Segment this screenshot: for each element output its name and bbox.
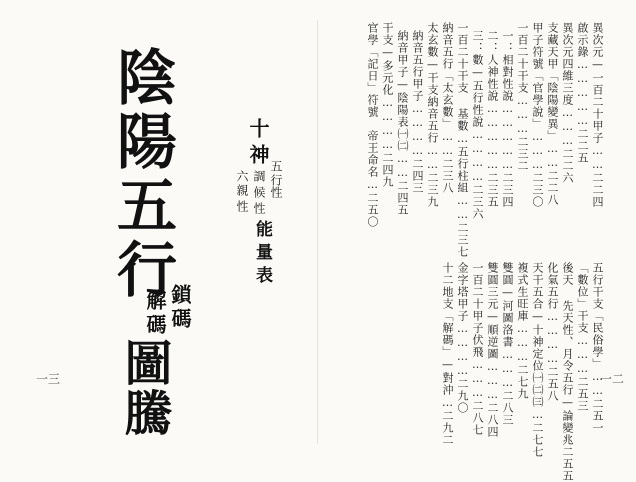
toc-entry: 納音五行「太玄數」……二三八 [441,22,454,194]
toc-entry: 啟示錄……………二二五 [576,22,589,164]
subtitle-tiao: 調 [252,170,266,184]
book-title-tail: 圖騰 [116,338,172,438]
toc-entry: 「數位」干支………二五三 [576,262,589,412]
toc-entry: 金字塔甲子…………二九〇 [456,262,469,414]
toc-entry: 後天 先天性、月令五行—論變兆二五五 [561,262,574,482]
toc-entry: 一百二十甲子伏飛………二八七 [471,262,484,436]
subtitle-end: 能量表 [252,220,272,289]
toc-entry: 支藏天甲「陰陽變異」……二二八 [546,22,559,206]
subtitle-xing3: 性 [235,200,249,214]
toc-entry: 複式生旺庫………二七九 [516,262,529,400]
right-page-number: 一二 [600,372,625,386]
title-decode: 解碼 [143,290,167,338]
toc-entry: 雙圓三元—順逆圖………二八四 [486,262,499,438]
title-lock: 鎖碼 [168,284,192,332]
page-gutter [317,20,318,444]
toc-entry: 甲子符號「官學說」………二三〇 [531,22,544,208]
toc-entry: 雙圓—河圖洛書………二八三 [501,262,514,426]
toc-entry: 二：人神性說……………二三五 [486,30,499,208]
toc-entry: 納音甲子—陰陽表㈠㈡……二四五 [396,30,409,216]
toc-entry: 十二地支「解碼」—對沖…二九二 [441,262,454,446]
toc-entry: 官學「記日」符號 帝王命名…二五〇 [366,22,379,228]
toc-entry: 一百二十干支 基數…五行柱組……二三七 [456,22,469,258]
toc-entry: 一百二十干支………二三二 [516,22,529,172]
book-title-main: 陰陽五行 [107,46,177,302]
toc-entry: 一：相對性說……………二三四 [501,30,514,208]
toc-entry: 異次元—一百二十甲子……二二四 [591,22,604,208]
toc-entry: 異次元四維三度………二二六 [561,22,574,184]
subtitle-top: 十神 [246,118,270,170]
subtitle-five: 五行 [269,160,283,188]
toc-entry: 天干五合—十神定位㈠㈡㈢…二七七 [531,262,544,458]
toc-entry: 太玄數—干支納音五行……二三九 [426,22,439,208]
toc-entry: 三：數—五行性說…………二三六 [471,30,484,220]
toc-entry: 干支—多元化…………二四九 [381,22,394,188]
subtitle-xing2: 性 [252,202,266,216]
toc-entry: 納音五行甲子…………二四三 [411,30,424,194]
left-page-number: 一三 [36,372,61,386]
toc-entry: 五行干支「民俗學」……二五一 [591,262,604,434]
subtitle-six: 六親 [235,170,249,198]
subtitle-hou: 候 [252,186,266,200]
subtitle-xing1: 性 [269,186,283,200]
toc-entry: 化氣五行…………二五八 [546,262,559,402]
